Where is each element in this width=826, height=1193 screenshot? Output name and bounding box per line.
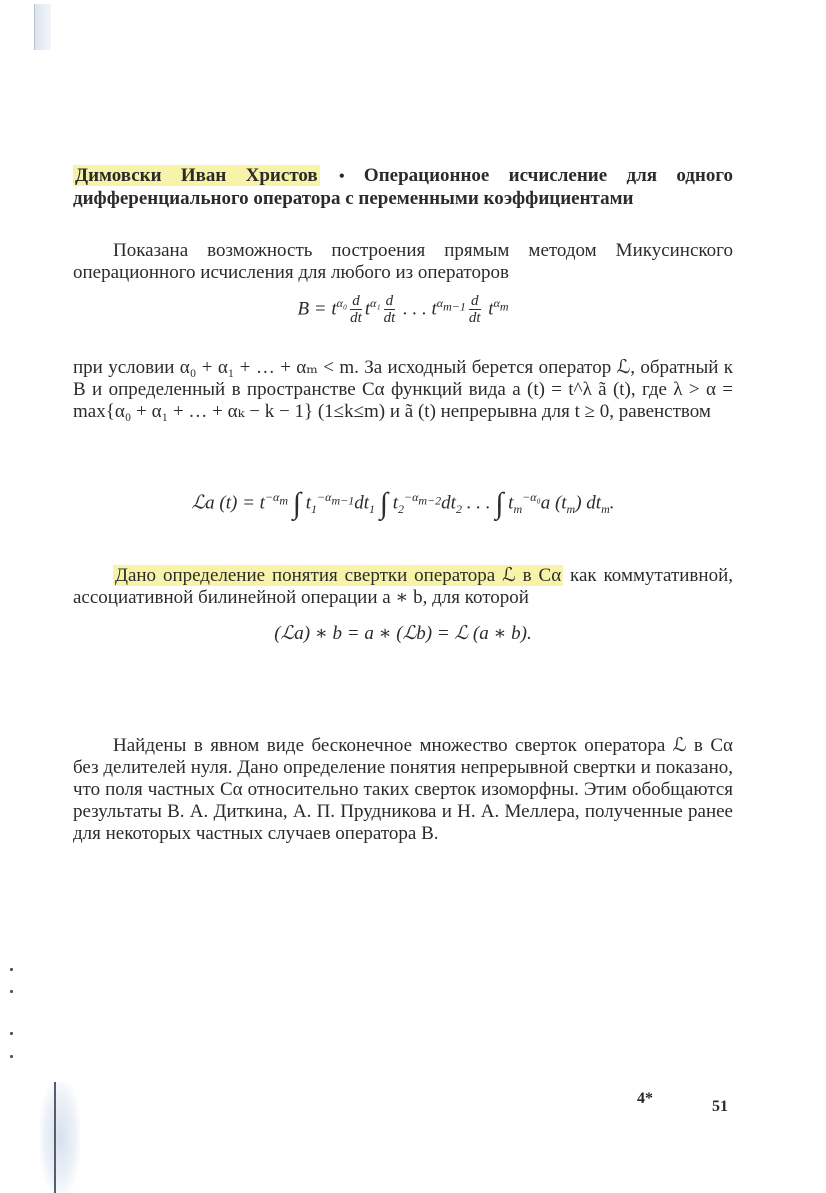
signature-mark: 4* [637, 1090, 653, 1107]
margin-mark [10, 1032, 13, 1035]
author-name: Димовски Иван Христов [75, 165, 318, 186]
margin-mark [10, 1055, 13, 1058]
scan-artifact-bottom [40, 1082, 80, 1193]
formula-convolution: (ℒa) ∗ b = a ∗ (ℒb) = ℒ (a ∗ b). [274, 623, 532, 644]
paragraph-text: при условии α₀ + α₁ + … + αₘ < m. За исходный берется оператор ℒ, обратный к B и определенный в пространстве Cα функций вида a (t) = t^λ ã (t), где λ > α = max{α₀ + α₁ + … + αₖ − k − 1} (1≤k≤m) и ã (t) непрерывна для t ≥ 0, равенством [73, 357, 733, 422]
paragraph-3 [73, 565, 733, 653]
paragraph-2 [73, 357, 733, 423]
bullet-separator: • [339, 168, 345, 185]
formula-L: ℒa $(t) = t^{-\alpha_m}$ ∫ $t_1^{-\alpha_{m-1}}dt_1$ ∫ $t_2^{-\alpha_{m-2}}dt_2$ . . . ∫ $t_m^{-\alpha_0}a$ $(t_m)$ $dt_m$. [191, 486, 615, 520]
paragraph-1 [73, 240, 733, 334]
margin-mark [10, 990, 13, 993]
abstract-header [73, 165, 733, 210]
paragraph-4 [73, 735, 733, 845]
formula-B: $B = t^{\alpha_0}$ $\frac{d}{dt}$ $t^{\alpha_1}$ $\frac{d}{dt}$ . . . $t^{\alpha_{m-1}}$ $\frac{d}{dt}$ $t^{\alpha_m}$ [297, 293, 509, 327]
margin-mark [10, 968, 13, 971]
paragraph-text: Найдены в явном виде бесконечное множество сверток оператора ℒ в Cα без делителей нуля. Дано определение понятия непрерывной свертки и показано, что поля частных Cα относительно таких сверток изоморфны. Этим обобщаются результаты В. А. Диткина, А. П. Прудникова и Н. А. Меллера, полученные ранее для некоторых частных случаев оператора B. [73, 735, 733, 844]
title-text: Операционное исчисление для одного дифференциального оператора с переменными коэффициентами [73, 165, 734, 209]
paragraph-text: как коммутативной, ассоциативной билинейной операции a ∗ b, для которой [73, 565, 733, 608]
paragraph-text: Показана возможность построения прямым методом Микусинского операционного исчисления для любого из операторов [73, 240, 733, 283]
scan-artifact-top [34, 4, 51, 50]
formula-L-block [73, 478, 733, 528]
highlighted-definition: Дано определение понятия свертки оператора ℒ в Cα [115, 565, 562, 586]
page-number: 51 [712, 1098, 728, 1115]
abstract-title [73, 165, 733, 210]
